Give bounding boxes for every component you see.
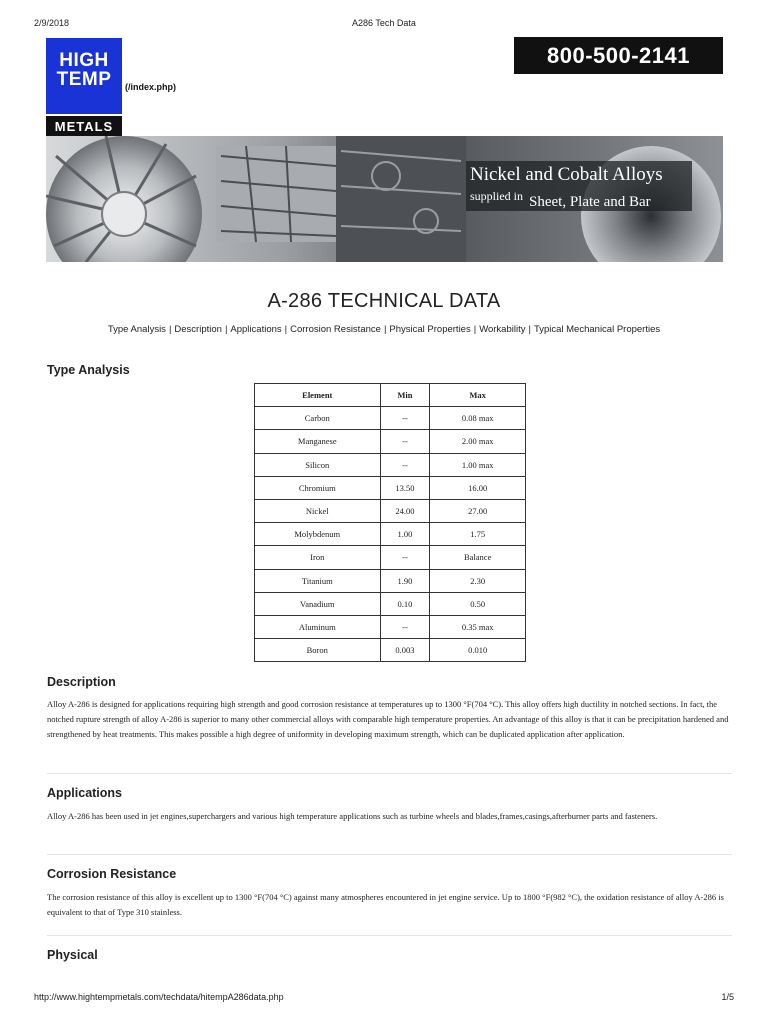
element-cell: Aluminum [255, 615, 381, 638]
hero-banner [46, 136, 723, 262]
nav-separator: | [284, 324, 288, 335]
element-cell: Manganese [255, 430, 381, 453]
print-header [34, 18, 734, 30]
nav-corrosion-resistance[interactable]: Corrosion Resistance [290, 324, 381, 335]
nav-separator: | [528, 324, 531, 335]
corrosion-heading: Corrosion Resistance [47, 867, 177, 881]
max-cell: 0.35 max [430, 615, 526, 638]
applications-text: Alloy A-286 has been used in jet engines,superchargers and various high temperature applications such as turbine wheels and blades,frames,casings,afterburner parts and fasteners. [47, 811, 658, 821]
element-cell: Molybdenum [255, 523, 381, 546]
max-cell: 0.08 max [430, 407, 526, 430]
table-row [255, 546, 526, 569]
table-row [255, 499, 526, 522]
applications-heading: Applications [47, 786, 123, 800]
table-row [255, 407, 526, 430]
logo-link-text[interactable]: (/index.php) [125, 82, 176, 92]
column-header-min: Min [380, 384, 430, 407]
table-row [255, 592, 526, 615]
element-cell: Titanium [255, 569, 381, 592]
min-cell: -- [380, 430, 430, 453]
element-cell: Nickel [255, 499, 381, 522]
type-analysis-table [254, 383, 526, 662]
nav-separator: | [383, 324, 387, 335]
element-cell: Iron [255, 546, 381, 569]
description-heading: Description [47, 675, 116, 689]
section-nav [0, 324, 768, 335]
print-url: http://www.hightempmetals.com/techdata/hitempA286data.php [34, 992, 284, 1002]
logo-line-metals: METALS [54, 119, 114, 134]
table-row [255, 476, 526, 499]
min-cell: 0.10 [380, 592, 430, 615]
type-analysis-heading: Type Analysis [47, 363, 130, 377]
table-row [255, 615, 526, 638]
nav-physical-properties[interactable]: Physical Properties [389, 324, 471, 335]
table-row [255, 639, 526, 662]
section-divider [47, 773, 732, 774]
min-cell: 1.00 [380, 523, 430, 546]
max-cell: 27.00 [430, 499, 526, 522]
banner-line-forms: Sheet, Plate and Bar [529, 194, 651, 210]
nav-applications[interactable]: Applications [230, 324, 282, 335]
banner-line-alloys: Nickel and Cobalt Alloys [470, 164, 663, 185]
banner-line-supplied: supplied in [470, 189, 523, 203]
min-cell: 13.50 [380, 476, 430, 499]
table-row [255, 523, 526, 546]
max-cell: 1.75 [430, 523, 526, 546]
nav-separator: | [168, 324, 172, 335]
nav-mechanical-properties[interactable]: Typical Mechanical Properties [533, 324, 661, 335]
site-logo[interactable] [46, 38, 122, 136]
print-page-number: 1/5 [721, 992, 734, 1002]
nav-workability[interactable]: Workability [479, 324, 526, 335]
nav-description[interactable]: Description [174, 324, 222, 335]
min-cell: 1.90 [380, 569, 430, 592]
element-cell: Carbon [255, 407, 381, 430]
section-divider [47, 935, 732, 936]
print-footer [34, 992, 734, 1004]
table-row [255, 569, 526, 592]
max-cell: Balance [430, 546, 526, 569]
print-title: A286 Tech Data [352, 18, 416, 28]
table-row [255, 430, 526, 453]
element-cell: Boron [255, 639, 381, 662]
print-date: 2/9/2018 [34, 18, 70, 28]
max-cell: 1.00 max [430, 453, 526, 476]
logo-line-high: HIGH [59, 50, 109, 71]
phone-number[interactable]: 800-500-2141 [514, 37, 723, 74]
max-cell: 16.00 [430, 476, 526, 499]
min-cell: -- [380, 615, 430, 638]
column-header-max: Max [430, 384, 526, 407]
element-cell: Chromium [255, 476, 381, 499]
max-cell: 2.00 max [430, 430, 526, 453]
element-cell: Vanadium [255, 592, 381, 615]
min-cell: -- [380, 546, 430, 569]
nav-separator: | [473, 324, 477, 335]
page-title: A-286 TECHNICAL DATA [267, 290, 501, 312]
max-cell: 2.30 [430, 569, 526, 592]
element-cell: Silicon [255, 453, 381, 476]
min-cell: -- [380, 453, 430, 476]
nav-type-analysis[interactable]: Type Analysis [107, 324, 166, 335]
table-row [255, 453, 526, 476]
section-divider [47, 854, 732, 855]
max-cell: 0.50 [430, 592, 526, 615]
corrosion-text: The corrosion resistance of this alloy is excellent up to 1300 °F(704 °C) against many atmospheres encountered in jet engine service. Up to 1800 °F(982 °C), the oxidation resistance of alloy A-286 is equivalent to that of Type 310 stainless. [47, 892, 724, 917]
min-cell: -- [380, 407, 430, 430]
nav-separator: | [224, 324, 228, 335]
min-cell: 0.003 [380, 639, 430, 662]
physical-heading: Physical [47, 948, 98, 962]
min-cell: 24.00 [380, 499, 430, 522]
logo-line-temp: TEMP [56, 69, 112, 90]
description-text: Alloy A-286 is designed for applications requiring high strength and good corrosion resistance at temperatures up to 1300 °F(704 °C). This alloy offers high ductility in notched sections. In fact, the notched rupture strength of alloy A-286 is superior to many other commercial alloys with comparable high temperature properties. An advantage of this alloy is that it can be precipitation hardened and strengthened by heat treatments. This makes possible a high degree of uniformity in developing maximum strength, which can be duplicated application after application. [47, 699, 729, 739]
max-cell: 0.010 [430, 639, 526, 662]
banner-tagline [470, 164, 690, 212]
column-header-element: Element [255, 384, 381, 407]
table-header-row [255, 384, 526, 407]
